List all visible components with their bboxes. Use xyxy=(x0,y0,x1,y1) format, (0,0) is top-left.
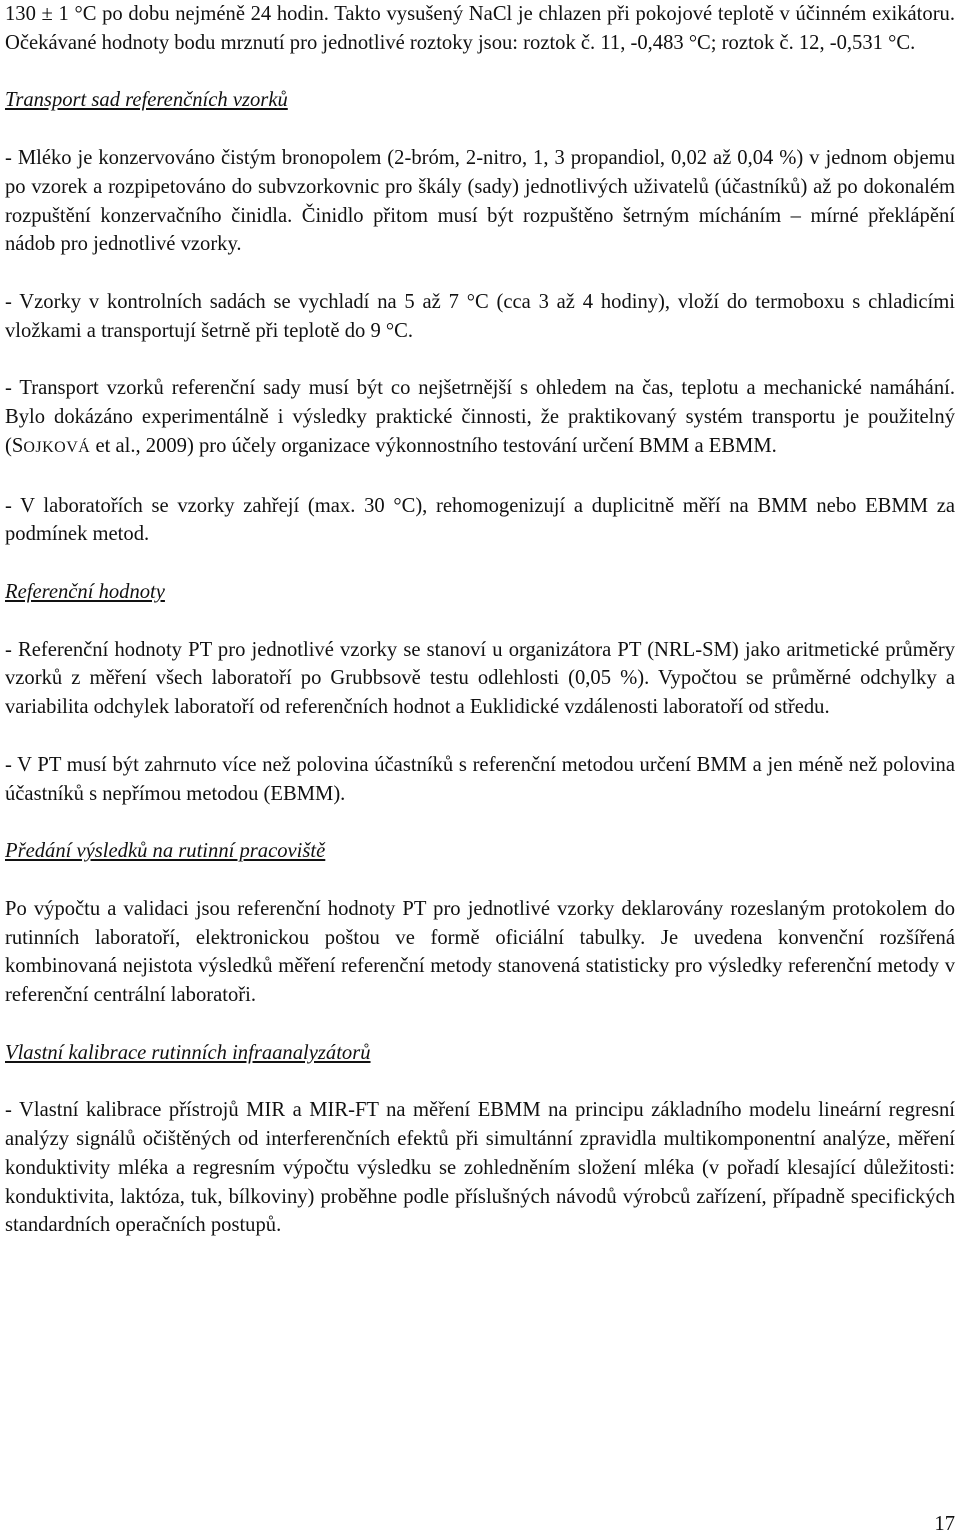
page-number: 17 xyxy=(934,1513,955,1535)
heading-own-calibration: Vlastní kalibrace rutinních infraanalyzátorů xyxy=(5,1041,371,1064)
heading-reference-values: Referenční hodnoty xyxy=(5,580,165,603)
heading-transport: Transport sad referenčních vzorků xyxy=(5,89,288,112)
results-paragraph-1: Po výpočtu a validaci jsou referenční hodnoty PT pro jednotlivé vzorky deklarovány rozeslaným protokolem do rutinních laboratoří, elektronickou poštou ve formě oficiální tabulky. Je uvedena konvenční rozšířená kombinovaná nejistota výsledků měření referenční metody stanovená statisticky pro výsledky referenční metody v referenční centrální laboratoři. xyxy=(5,897,955,1007)
intro-paragraph: 130 ± 1 °C po dobu nejméně 24 hodin. Takto vysušený NaCl je chlazen při pokojové teplotě v účinném exikátoru. Očekávané hodnoty bodu mrznutí pro jednotlivé roztoky jsou: roztok č. 11, -0,483 °C; roztok č. 12, -0,531 °C. xyxy=(5,3,955,54)
reference-paragraph-1: - Referenční hodnoty PT pro jednotlivé vzorky se stanoví u organizátora PT (NRL-SM) jako aritmetické průměry vzorků z měření všech laboratoří po Grubbsově testu odlehlosti (0,05 %). Vypočtou se průměrné odchylky a variabilita odchylek laboratoří od referenčních hodnot a Euklidické vzdálenosti laboratoří od středu. xyxy=(5,638,955,719)
transport-paragraph-3-part-b: et al., 2009) pro účely organizace výkonnostního testování určení BMM a EBMM. xyxy=(90,434,777,457)
calibration-paragraph-1: - Vlastní kalibrace přístrojů MIR a MIR-FT na měření EBMM na principu základního modelu lineární regresní analýzy signálů očištěných od interferenčních efektů při simultánní zpravidla multikomponentní analýze, měření konduktivity mléka a regresním výpočtu výsledku se zohledněním složení mléka (v pořadí klesající důležitosti: konduktivita, laktóza, tuk, bílkoviny) proběhne podle příslušných návodů výrobců zařízení, případně specifických standardních operačních postupů. xyxy=(5,1099,955,1237)
heading-results-transfer: Předání výsledků na rutinní pracoviště xyxy=(5,840,326,863)
reference-paragraph-2: - V PT musí být zahrnuto více než polovina účastníků s referenční metodou určení BMM a jen méně než polovina účastníků s nepřímou metodou (EBMM). xyxy=(5,753,955,805)
transport-paragraph-3 xyxy=(5,374,955,462)
transport-paragraph-2: - Vzorky v kontrolních sadách se vychladí na 5 až 7 °C (cca 3 až 4 hodiny), vloží do termoboxu s chladicími vložkami a transportují šetrně při teplotě do 9 °C. xyxy=(5,290,955,342)
transport-paragraph-4: - V laboratořích se vzorky zahřejí (max. 30 °C), rehomogenizují a duplicitně měří na BMM nebo EBMM za podmínek metod. xyxy=(5,494,955,546)
transport-paragraph-1: - Mléko je konzervováno čistým bronopolem (2-bróm, 2-nitro, 1, 3 propandiol, 0,02 až 0,04 %) v jednom objemu po vzorek a rozpipetováno do subvzorkovnic pro škály (sady) jednotlivých uživatelů (účastníků) až po dokonalém rozpuštění konzervačního činidla. Činidlo přitom musí být rozpuštěno šetrným mícháním – mírné překlápění nádob pro jednotlivé vzorky. xyxy=(5,146,955,256)
author-small-caps: OJKOVÁ xyxy=(23,438,91,456)
document-page xyxy=(5,0,955,1240)
transport-paragraph-3-part-a: - Transport vzorků referenční sady musí být co nejšetrnější s ohledem na čas, teplotu a mechanické namáhání. Bylo dokázáno experimentálně i výsledky praktické činnosti, že praktikovaný systém transportu je použitelný (S xyxy=(5,377,955,457)
